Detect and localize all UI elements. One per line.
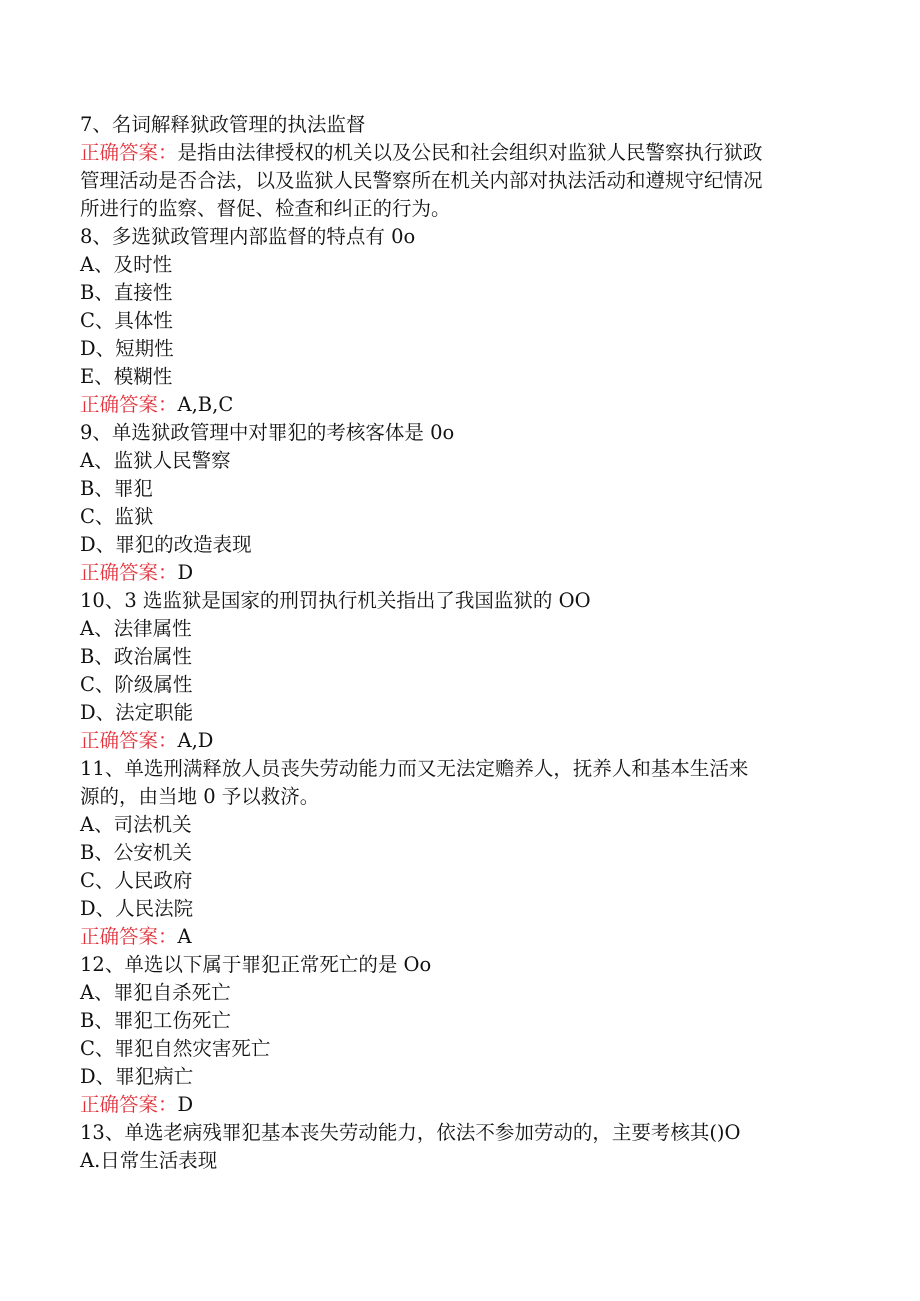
option-a: A、及时性 xyxy=(80,253,173,276)
answer-value: D xyxy=(177,1093,194,1116)
option-a: A、法律属性 xyxy=(80,617,192,640)
option-a: A、罪犯自杀死亡 xyxy=(80,981,231,1004)
answer-value: D xyxy=(177,561,194,584)
explanation-line-1: 是指由法律授权的机关以及公民和社会组织对监狱人民警察执行狱政 xyxy=(177,141,763,164)
option-b: B、公安机关 xyxy=(80,841,192,864)
option-c: C、阶级属性 xyxy=(80,673,193,696)
answer-12 xyxy=(80,1091,840,1119)
option-c: C、具体性 xyxy=(80,309,173,332)
answer-value: A,D xyxy=(177,729,214,752)
question-7: 7、名词解释狱政管理的执法监督 xyxy=(80,113,366,136)
option-d: D、罪犯病亡 xyxy=(80,1065,194,1088)
option-c: C、人民政府 xyxy=(80,869,193,892)
option-b: B、罪犯 xyxy=(80,477,153,500)
question-8: 8、多选狱政管理内部监督的特点有 0o xyxy=(80,225,416,248)
option-a: A、监狱人民警察 xyxy=(80,449,231,472)
option-d: D、罪犯的改造表现 xyxy=(80,533,252,556)
option-e: E、模糊性 xyxy=(80,365,173,388)
answer-label: 正确答案： xyxy=(80,561,178,584)
option-b: B、直接性 xyxy=(80,281,173,304)
option-d: D、人民法院 xyxy=(80,897,194,920)
option-d: D、法定职能 xyxy=(80,701,194,724)
option-a: A.日常生活表现 xyxy=(80,1149,218,1172)
question-9: 9、单选狱政管理中对罪犯的考核客体是 0o xyxy=(80,421,455,444)
answer-9 xyxy=(80,559,840,587)
answer-11 xyxy=(80,923,840,951)
answer-explanation-7 xyxy=(80,139,840,167)
answer-10 xyxy=(80,727,840,755)
question-13: 13、单选老病残罪犯基本丧失劳动能力，依法不参加劳动的，主要考核其()O xyxy=(80,1121,741,1144)
question-11-cont: 源的，由当地 0 予以救济。 xyxy=(80,785,320,808)
question-11: 11、单选刑满释放人员丧失劳动能力而又无法定赡养人，抚养人和基本生活来 xyxy=(80,757,749,780)
answer-value: A xyxy=(177,925,192,948)
explanation-line-3: 所进行的监察、督促、检查和纠正的行为。 xyxy=(80,197,451,220)
explanation-line-2: 管理活动是否合法，以及监狱人民警察所在机关内部对执法活动和遵规守纪情况 xyxy=(80,169,763,192)
option-c: C、监狱 xyxy=(80,505,154,528)
document-page xyxy=(80,111,840,1175)
answer-8 xyxy=(80,391,840,419)
option-b: B、罪犯工伤死亡 xyxy=(80,1009,231,1032)
answer-value: A,B,C xyxy=(177,393,234,416)
option-c: C、罪犯自然灾害死亡 xyxy=(80,1037,271,1060)
question-10: 10、3 选监狱是国家的刑罚执行机关指出了我国监狱的 OO xyxy=(80,589,591,612)
answer-label: 正确答案： xyxy=(80,1093,178,1116)
answer-label: 正确答案： xyxy=(80,729,178,752)
question-12: 12、单选以下属于罪犯正常死亡的是 Oo xyxy=(80,953,432,976)
answer-label: 正确答案： xyxy=(80,141,178,164)
option-a: A、司法机关 xyxy=(80,813,192,836)
option-b: B、政治属性 xyxy=(80,645,192,668)
option-d: D、短期性 xyxy=(80,337,174,360)
answer-label: 正确答案： xyxy=(80,393,178,416)
answer-label: 正确答案： xyxy=(80,925,178,948)
